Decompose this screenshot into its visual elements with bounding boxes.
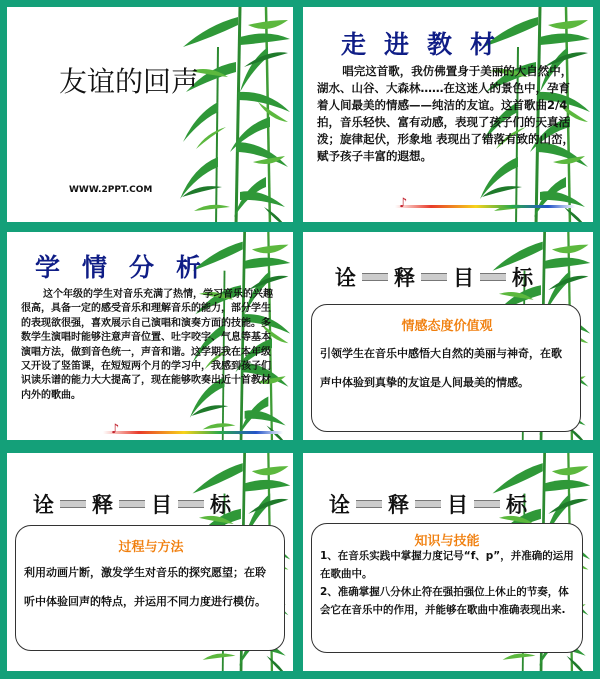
- music-note-icon: ♪: [399, 196, 408, 211]
- content-box: [311, 523, 583, 653]
- site-url: WWW.2PPT.COM: [69, 185, 153, 195]
- content-box: [311, 304, 581, 432]
- content-body: 利用动画片断，激发学生对音乐的探究愿望；在聆听中体验回声的特点，并运用不同力度进行模仿。: [24, 566, 266, 608]
- header-char: 释: [394, 265, 415, 290]
- slide-body: 唱完这首歌，我仿佛置身于美丽的大自然中，湖水、山谷、大森林……在这迷人的景色中，孕育着人间最美的情感——纯洁的友谊。这首歌曲2/4拍，音乐轻快、富有动感，表现了孩子们的天真活泼；旋律起伏，形象地 表现出了错落有致的山峦，赋予孩子丰富的遐想。: [317, 64, 575, 163]
- header-divider: [415, 500, 441, 508]
- content-item-2: 2、准确掌握八分休止符在强拍强位上休止的节奏，体会它在音乐中的作用，并能够在歌曲中准确表现出来.: [320, 586, 569, 616]
- content-item-1: 1、在音乐实践中掌握力度记号“f、p”，并准确的运用在歌曲中。: [320, 550, 574, 580]
- slide-goals-process[interactable]: [7, 453, 293, 671]
- header-char: 目: [151, 492, 172, 517]
- content-box: [15, 525, 285, 651]
- slide-title[interactable]: [7, 7, 293, 222]
- slide-textbook[interactable]: [303, 7, 593, 222]
- slide-heading: 走进教材: [341, 30, 514, 59]
- header-char: 诠: [33, 492, 54, 517]
- header-char: 释: [92, 492, 113, 517]
- header-char: 标: [210, 492, 231, 517]
- header-divider: [119, 500, 145, 508]
- section-header: [335, 262, 533, 292]
- header-divider: [421, 273, 447, 281]
- header-divider: [480, 273, 506, 281]
- header-char: 标: [512, 265, 533, 290]
- music-note-icon: ♪: [111, 422, 120, 437]
- rainbow-divider: [395, 205, 575, 208]
- slide-heading: 学情分析: [35, 253, 224, 282]
- header-char: 目: [453, 265, 474, 290]
- header-divider: [362, 273, 388, 281]
- header-char: 释: [388, 492, 409, 517]
- header-char: 目: [447, 492, 468, 517]
- content-subtitle: 情感态度价值观: [401, 319, 493, 334]
- section-header: [329, 489, 527, 519]
- header-char: 标: [506, 492, 527, 517]
- content-subtitle: 知识与技能: [414, 534, 480, 549]
- content-body: 引领学生在音乐中感悟大自然的美丽与神奇，在歌声中体验到真挚的友谊是人间最美的情感。: [320, 347, 562, 389]
- header-divider: [178, 500, 204, 508]
- header-divider: [474, 500, 500, 508]
- header-divider: [356, 500, 382, 508]
- content-subtitle: 过程与方法: [118, 540, 184, 555]
- header-char: 诠: [329, 492, 350, 517]
- header-char: 诠: [335, 265, 356, 290]
- presentation-title: 友谊的回声: [58, 65, 199, 98]
- slide-goals-emotion[interactable]: [303, 232, 593, 440]
- slide-body: 这个年级的学生对音乐充满了热情，学习音乐的兴趣很高，具备一定的感受音乐和理解音乐的能力，部分学生的表现欲很强，喜欢展示自己演唱和演奏方面的技能。多数学生演唱时能够注意声音位置、吐字咬字、气息等基本演唱方法，做到音色统一，声音和谐。这学期我在本年级又开设了竖笛课，在短短两个月的学习中，我感到孩子们识读乐谱的能力大大提高了，现在能够吹奏出近十首教材内外的歌曲。: [21, 289, 273, 401]
- section-header: [33, 489, 231, 519]
- bamboo-decoration: [178, 7, 293, 222]
- rainbow-divider: [103, 431, 283, 434]
- slide-analysis[interactable]: [7, 232, 293, 440]
- slide-goals-knowledge[interactable]: [303, 453, 593, 671]
- header-divider: [60, 500, 86, 508]
